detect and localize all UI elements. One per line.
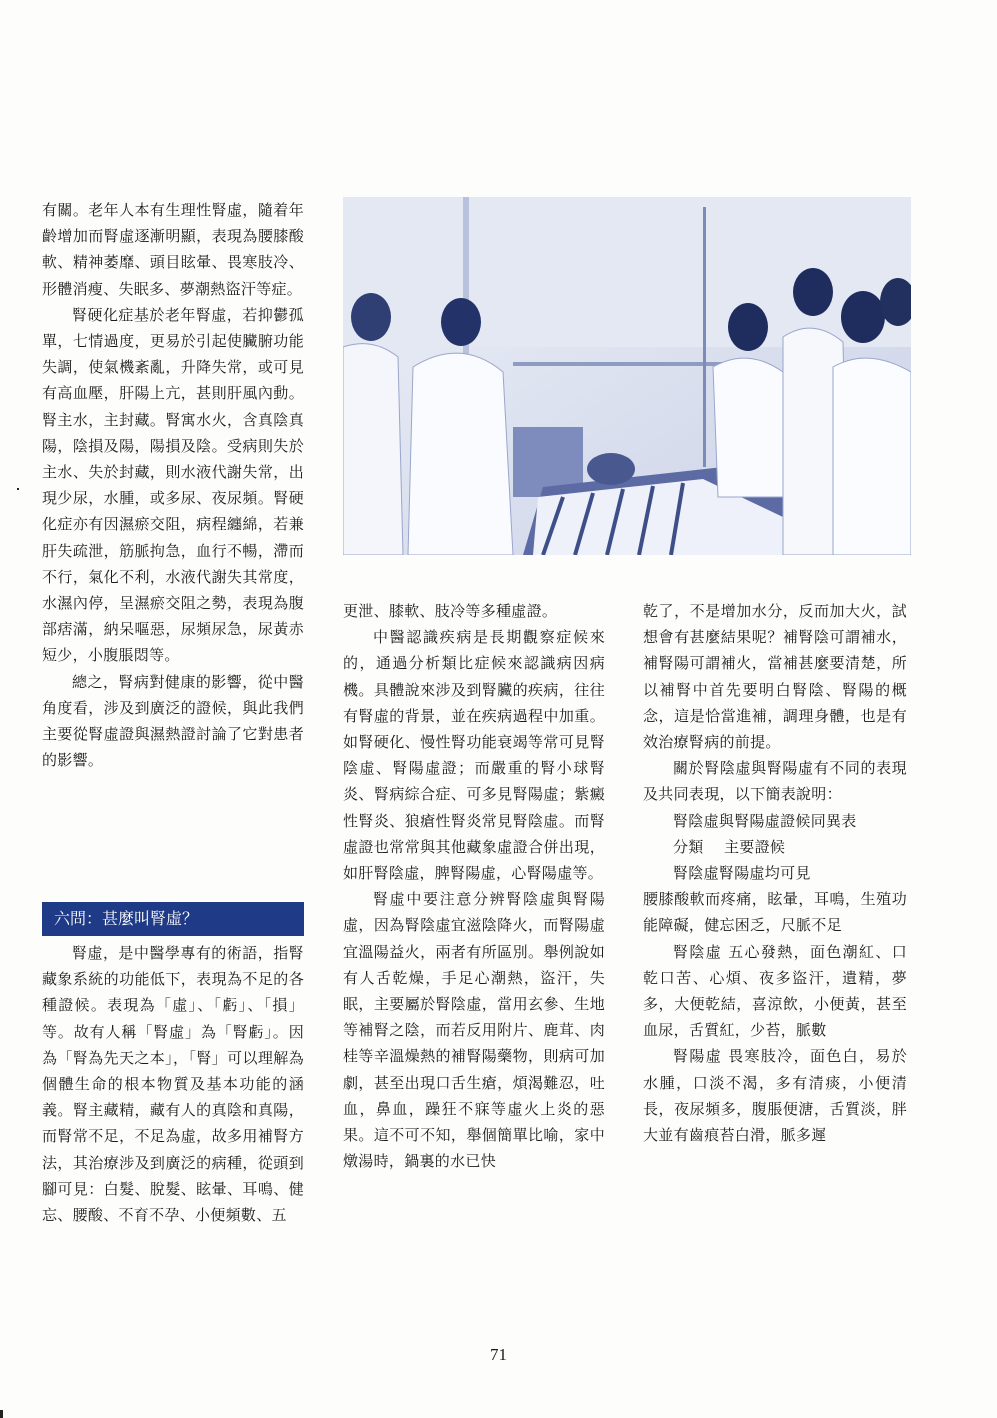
paragraph: 總之，腎病對健康的影響，從中醫角度看，涉及到廣泛的證候，與此我們主要從腎虛證與濕熱證討論了它對患者的影響。	[42, 672, 304, 770]
column-1-bottom	[42, 940, 304, 1228]
paragraph: 腎虛中要注意分辨腎陰虛與腎陽虛，因為腎陰虛宜滋陰降火，而腎陽虛宜溫陽益火，兩者有所區別。舉例說如有人舌乾燥，手足心潮熱，盜汗，失眠，主要屬於腎陰虛，當用玄參、生地等補腎之陰，而若反用附片、鹿茸、肉桂等辛溫燥熱的補腎陽藥物，則病可加劇，甚至出現口舌生瘡，煩渴難忍，吐血，鼻血，躁狂不寐等虛火上炎的惡果。這不可不知，舉個簡單比喻，家中燉湯時，鍋裏的水已快	[343, 890, 605, 1171]
paragraph: 乾了，不是增加水分，反而加大火，試想會有甚麼結果呢？補腎陰可謂補水，補腎陽可謂補火，當補甚麼要清楚，所以補腎中首先要明白腎陰、腎陽的概念，這是恰當進補，調理身體，也是有效治療腎病的前提。	[643, 602, 907, 752]
table-row-yin	[643, 939, 907, 1044]
table-header: 分類 主要證候	[673, 837, 786, 856]
scan-speck	[0, 1410, 3, 1418]
page-number: 71	[490, 1345, 507, 1364]
table-title: 腎陰虛與腎陽虛證候同異表	[673, 811, 857, 830]
table-row-yin-text: 五心發熱，面色潮紅、口乾口苦、心煩、夜多盜汗，遺精，夢多，大便乾結，喜涼飲，小便黃，甚至血尿，舌質紅，少苔，脈數	[643, 942, 907, 1040]
table-row-yin-label: 腎陰虛	[673, 942, 723, 961]
section-heading: 六問：甚麼叫腎虛？	[42, 902, 304, 936]
table-row-yang	[643, 1043, 907, 1148]
scan-speck	[17, 488, 19, 490]
paragraph: 中醫認識疾病是長期觀察症候來的，通過分析類比症候來認識病因病機。具體說來涉及到腎臟的疾病，往往有腎虛的背景，並在疾病過程中加重。如腎硬化、慢性腎功能衰竭等常可見腎陰虛、腎陽虛證；而嚴重的腎小球腎炎、腎病綜合症、可多見腎陽虛；紫癜性腎炎、狼瘡性腎炎常見腎陰虛。而腎虛證也常常與其他藏象虛證合併出現，如肝腎陰虛，脾腎陽虛，心腎陽虛等。	[343, 628, 605, 883]
column-2	[343, 598, 605, 1174]
column-1-top	[42, 197, 304, 773]
paragraph: 關於腎陰虛與腎陽虛有不同的表現及共同表現，以下簡表說明：	[643, 759, 907, 804]
paragraph: 腎硬化症基於老年腎虛，若抑鬱孤單，七情過度，更易於引起使臟腑功能失調，使氣機紊亂，升降失常，或可見有高血壓，肝陽上亢，甚則肝風內動。腎主水，主封藏。腎寓水火，含真陰真陽，陰損及陽，陽損及陰。受病則失於主水、失於封藏，則水液代謝失常，出現少尿，水腫，或多尿、夜尿頻。腎硬化症亦有因濕瘀交阻，病程纏綿，若兼肝失疏泄，筋脈拘急，血行不暢，滯而不行，氣化不利，水液代謝失其常度，水濕內停，呈濕瘀交阻之勢，表現為腹部痞滿，納呆嘔惡，尿頻尿急，尿黃赤短少，小腹脹悶等。	[42, 305, 304, 665]
table-row-yang-label: 腎陽虛	[673, 1047, 723, 1066]
paragraph: 更泄、膝軟、肢冷等多種虛證。	[343, 602, 558, 620]
table-row-common-label: 腎陰虛腎陽虛均可見	[673, 864, 811, 883]
ward-photo	[343, 197, 911, 555]
table-row-yang-text: 畏寒肢冷，面色白，易於水腫，口淡不渴，多有清痰，小便清長，夜尿頻多，腹脹便溏，舌質淡，胖大並有齒痕苔白滑，脈多遲	[643, 1047, 907, 1145]
paragraph: 腎虛，是中醫學專有的術語，指腎藏象系統的功能低下，表現為不足的各種證候。表現為「虛」、「虧」、「損」等。故有人稱「腎虛」為「腎虧」。因為「腎為先天之本」，「腎」可以理解為個體生命的根本物質及基本功能的涵義。腎主藏精，藏有人的真陰和真陽，而腎常不足，不足為虛，故多用補腎方法，其治療涉及到廣泛的病種，從頭到腳可見：白髮、脫髮、眩暈、耳鳴、健忘、腰酸、不育不孕、小便頻數、五	[42, 944, 304, 1225]
photo-illustration	[343, 197, 911, 555]
column-3	[643, 598, 907, 1148]
table-row-common-text: 腰膝酸軟而疼痛，眩暈，耳鳴，生殖功能障礙，健忘困乏，尺脈不足	[643, 890, 907, 935]
paragraph: 有關。老年人本有生理性腎虛，隨着年齡增加而腎虛逐漸明顯，表現為腰膝酸軟、精神萎靡、頭目眩暈、畏寒肢冷、形體消瘦、失眠多、夢潮熱盜汗等症。	[42, 201, 304, 298]
